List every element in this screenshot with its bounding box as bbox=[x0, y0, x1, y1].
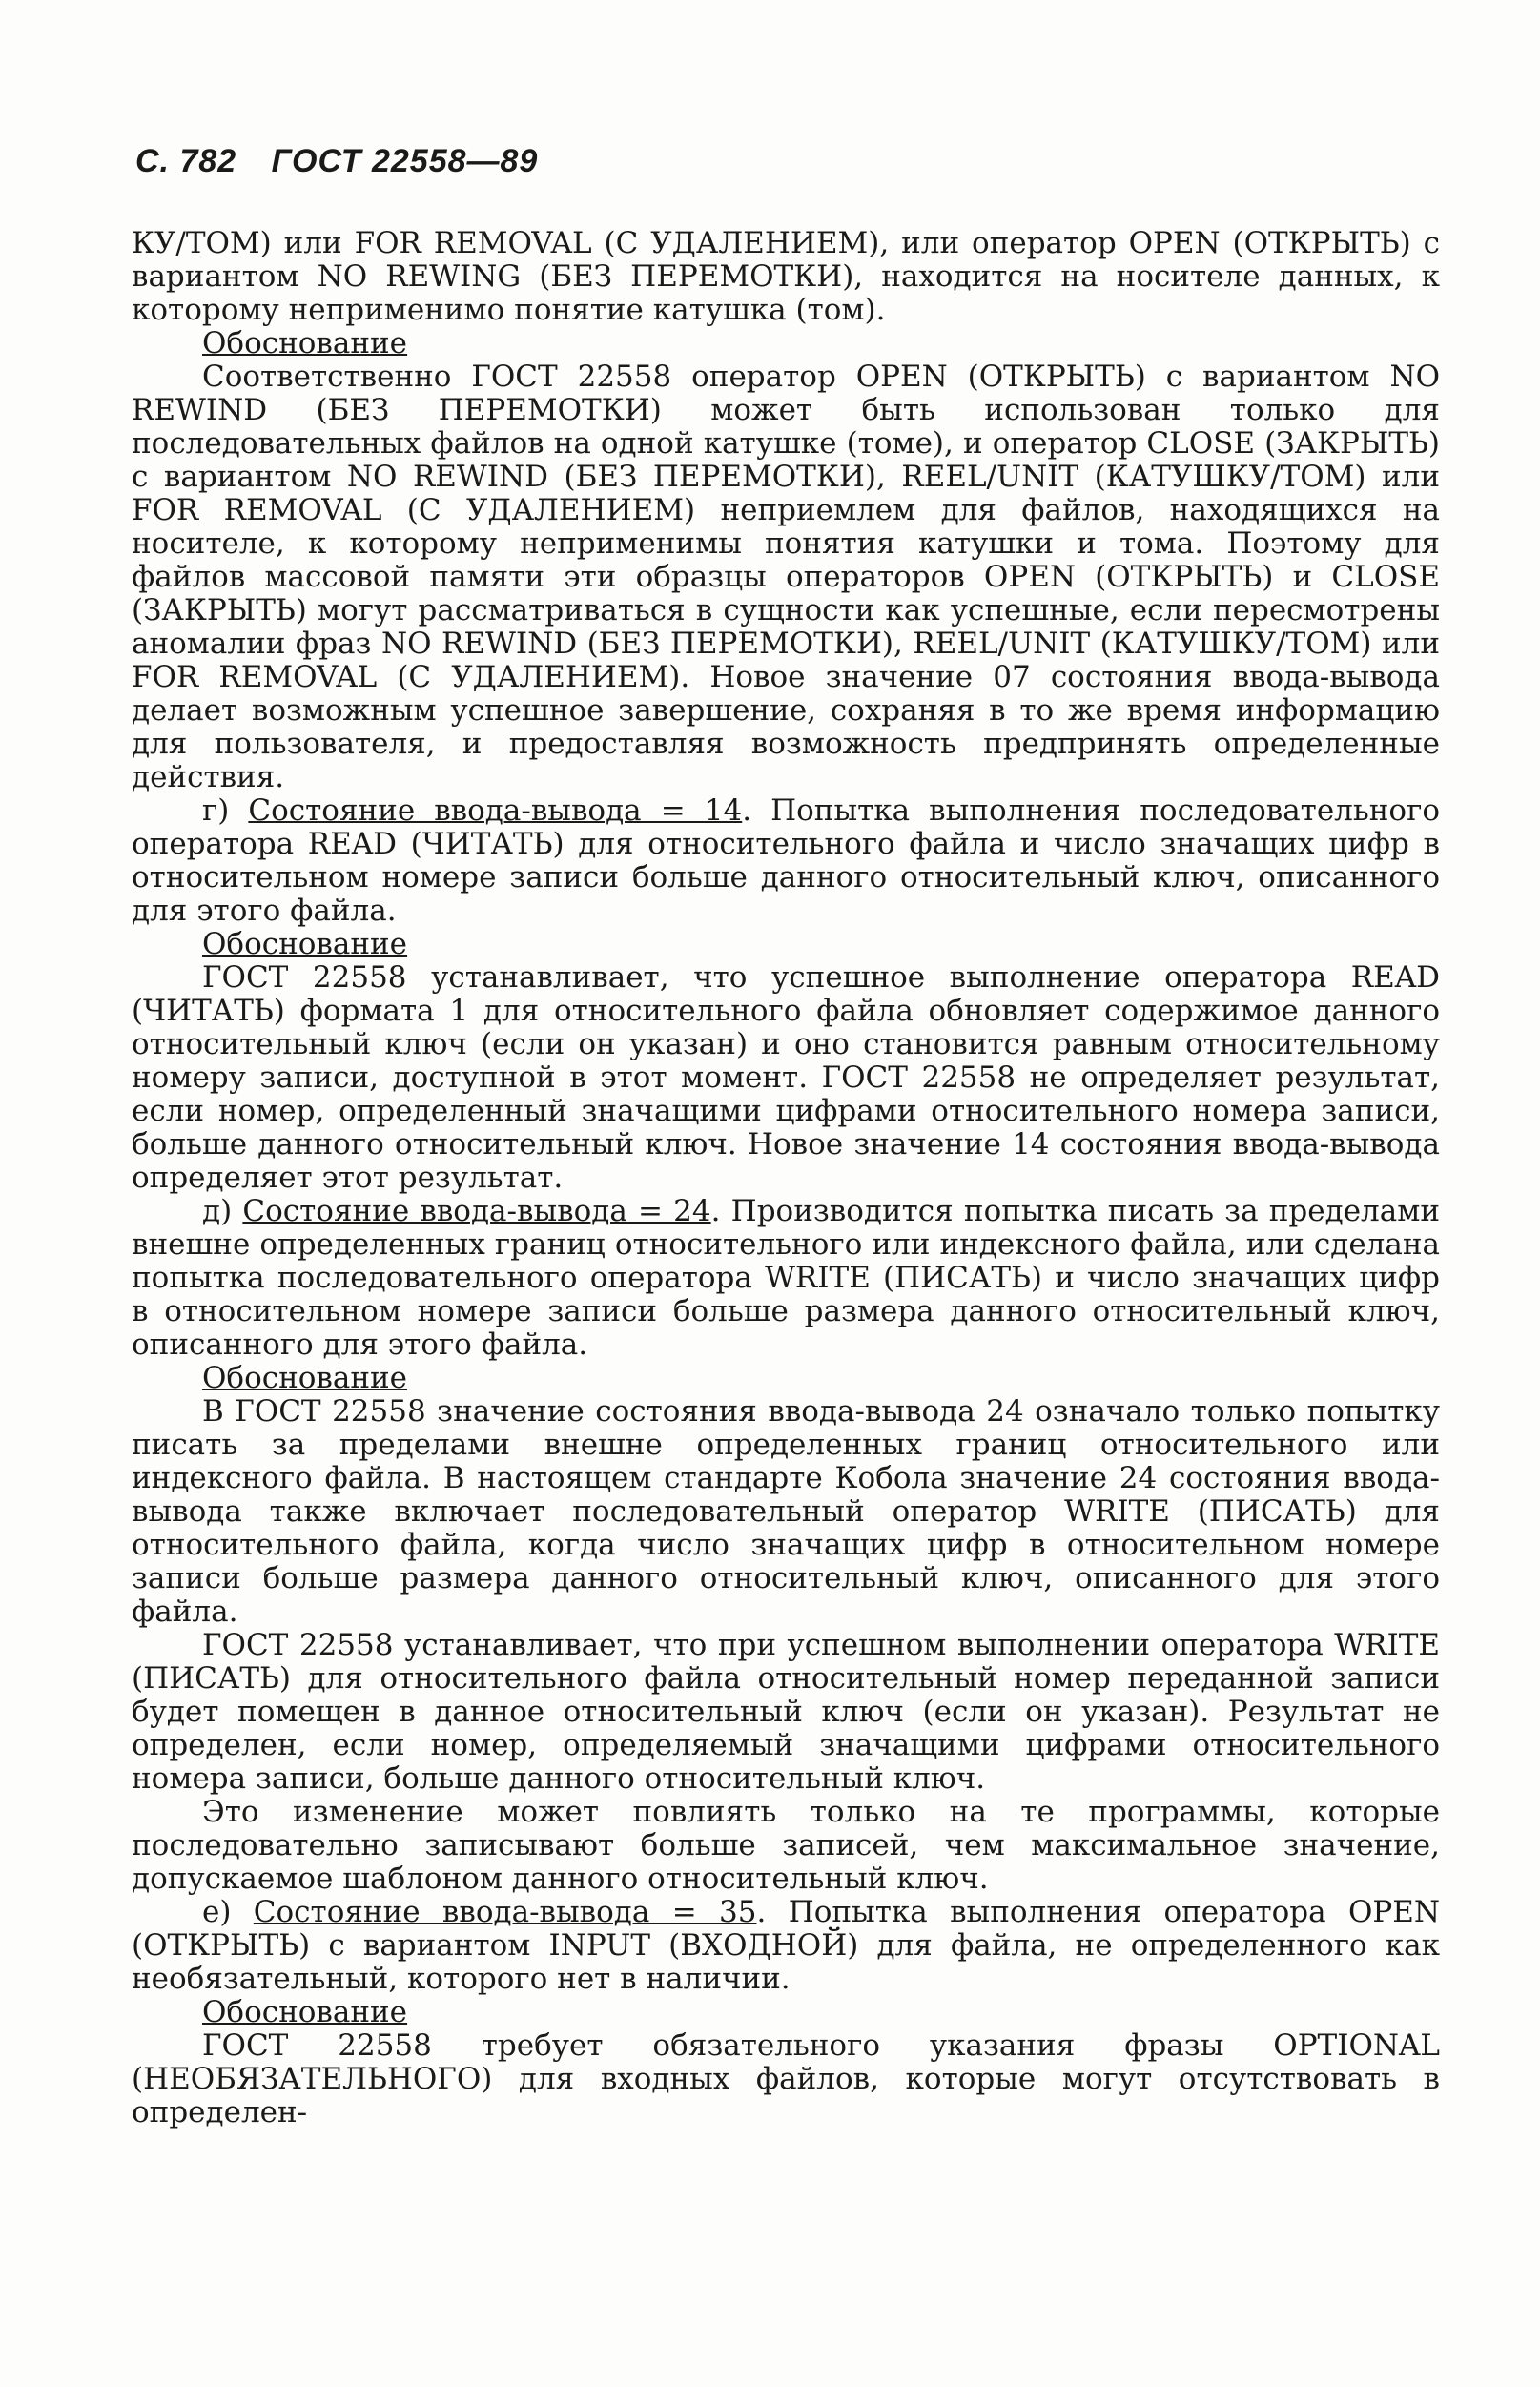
intro-paragraph: КУ/ТОМ) или FOR REMOVAL (С УДАЛЕНИЕМ), или оператор OPEN (ОТКРЫТЬ) с вариантом NO REWING (БЕЗ ПЕРЕМОТКИ), находится на носителе данных, к которому неприменимо понятие катушка (том). bbox=[132, 226, 1440, 327]
section-heading-2: Обоснование bbox=[202, 927, 408, 961]
paragraph-4: ГОСТ 22558 устанавливает, что при успешном выполнении оператора WRITE (ПИСАТЬ) для относительного файла относительный номер переданной записи будет помещен в данное относительный ключ (если он указан). Результат не определен, если номер, определяемый значащими цифрами относительного номера записи, больше данного относительный ключ. bbox=[132, 1628, 1440, 1796]
paragraph-6: ГОСТ 22558 требует обязательного указания фразы OPTIONAL (НЕОБЯЗАТЕЛЬНОГО) для входных файлов, которые могут отсутствовать в определен- bbox=[132, 2028, 1440, 2130]
status-code-35: Состояние ввода-вывода = 35 bbox=[253, 1895, 757, 1929]
document-code: ГОСТ 22558—89 bbox=[271, 143, 539, 179]
paragraph-5: Это изменение может повлиять только на те программы, которые последовательно записывают больше записей, чем максимальное значение, допускаемое шаблоном данного относительный ключ. bbox=[132, 1795, 1440, 1896]
paragraph-1: Соответственно ГОСТ 22558 оператор OPEN (ОТКРЫТЬ) с вариантом NO REWIND (БЕЗ ПЕРЕМОТКИ) может быть использован только для последовательных файлов на одной катушке (томе), и оператор CLOSE (ЗАКРЫТЬ) с вариантом NO REWIND (БЕЗ ПЕРЕМОТКИ), REEL/UNIT (КАТУШКУ/ТОМ) или FOR REMOVAL (С УДАЛЕНИЕМ) неприемлем для файлов, находящихся на носителе, к которому неприменимы понятия катушки и тома. Поэтому для файлов массовой памяти эти образцы операторов OPEN (ОТКРЫТЬ) и CLOSE (ЗАКРЫТЬ) могут рассматриваться в сущности как успешные, если пересмотрены аномалии фраз NO REWIND (БЕЗ ПЕРЕМОТКИ), REEL/UNIT (КАТУШКУ/ТОМ) или FOR REMOVAL (С УДАЛЕНИЕМ). Новое значение 07 состояния ввода-вывода делает возможным успешное завершение, сохраняя в то же время информацию для пользователя, и предоставляя возможность предпринять определенные действия. bbox=[132, 360, 1440, 794]
status-code-14: Состояние ввода-вывода = 14 bbox=[248, 793, 743, 828]
document-body bbox=[132, 227, 1440, 2130]
list-item-g: г) Состояние ввода-вывода = 14. Попытка выполнения последовательного оператора READ (ЧИТАТЬ) для относительного файла и число значащих цифр в относительном номере записи больше данного относительный ключ, описанного для этого файла. bbox=[132, 793, 1440, 928]
page-header bbox=[135, 143, 563, 180]
section-heading-4: Обоснование bbox=[202, 1995, 408, 2029]
section-heading-1: Обоснование bbox=[202, 326, 408, 360]
list-item-d: д) Состояние ввода-вывода = 24. Производится попытка писать за пределами внешне определенных границ относительного или индексного файла, или сделана попытка последовательного оператора WRITE (ПИСАТЬ) и число значащих цифр в относительном номере записи больше размера данного относительный ключ, описанного для этого файла. bbox=[132, 1194, 1440, 1362]
section-heading-3: Обоснование bbox=[202, 1361, 408, 1395]
page-number: С. 782 bbox=[135, 143, 237, 179]
paragraph-3: В ГОСТ 22558 значение состояния ввода-вывода 24 означало только попытку писать за пределами внешне определенных границ относительного или индексного файла. В настоящем стандарте Кобола значение 24 состояния ввода-вывода также включает последовательный оператор WRITE (ПИСАТЬ) для относительного файла, когда число значащих цифр в относительном номере записи больше размера данного относительный ключ, описанного для этого файла. bbox=[132, 1394, 1440, 1629]
list-item-e: е) Состояние ввода-вывода = 35. Попытка выполнения оператора OPEN (ОТКРЫТЬ) с вариантом INPUT (ВХОДНОЙ) для файла, не определенного как необязательный, которого нет в наличии. bbox=[132, 1895, 1440, 1996]
paragraph-2: ГОСТ 22558 устанавливает, что успешное выполнение оператора READ (ЧИТАТЬ) формата 1 для относительного файла обновляет содержимое данного относительный ключ (если он указан) и оно становится равным относительному номеру записи, доступной в этот момент. ГОСТ 22558 не определяет результат, если номер, определенный значащими цифрами относительного номера записи, больше данного относительный ключ. Новое значение 14 состояния ввода-вывода определяет этот результат. bbox=[132, 960, 1440, 1195]
status-code-24: Состояние ввода-вывода = 24 bbox=[242, 1194, 711, 1228]
